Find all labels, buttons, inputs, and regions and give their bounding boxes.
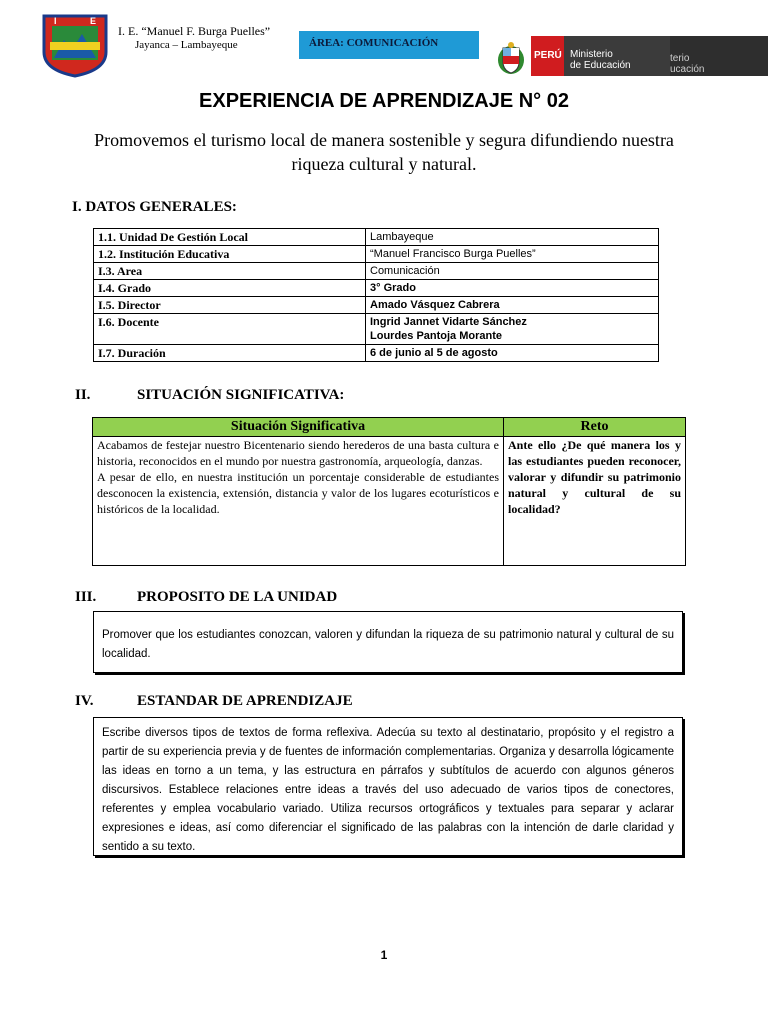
section-number: II. <box>75 387 91 403</box>
row-value: 3° Grado <box>366 280 659 297</box>
section-title: PROPOSITO DE LA UNIDAD <box>137 589 338 605</box>
school-location: Jayanca – Lambayeque <box>135 39 238 51</box>
situacion-paragraph-2: A pesar de ello, en nuestra institución un porcentaje considerable de estudiantes desconocen la existencia, extensión, distancia y valor de los lugares ecoturísticos e históricos de la localidad. <box>97 470 499 516</box>
svg-text:E: E <box>90 16 97 26</box>
row-value: Amado Vásquez Cabrera <box>366 297 659 314</box>
docente-2: Lourdes Pantoja Morante <box>370 330 503 342</box>
situacion-cell <box>93 437 504 566</box>
table-row <box>94 345 659 362</box>
row-label: I.3. Area <box>94 263 366 280</box>
row-value <box>366 314 659 345</box>
row-value: Comunicación <box>366 263 659 280</box>
datos-generales-table <box>93 228 659 362</box>
table-row <box>94 246 659 263</box>
situacion-table <box>92 417 686 566</box>
ministry-line-2: de Educación <box>570 60 631 71</box>
row-label: I.5. Director <box>94 297 366 314</box>
peru-brand-block: PERÚ <box>531 36 564 76</box>
table-row <box>94 263 659 280</box>
table-row <box>94 229 659 246</box>
row-label: 1.2. Institución Educativa <box>94 246 366 263</box>
row-label: I.6. Docente <box>94 314 366 345</box>
ministry-brand-block <box>564 36 670 76</box>
area-label: ÁREA: COMUNICACIÓN <box>299 31 479 59</box>
ministry-tail-1: terio <box>670 53 690 64</box>
table-row <box>94 280 659 297</box>
table-row <box>94 314 659 345</box>
table-row <box>93 437 686 566</box>
school-name: I. E. “Manuel F. Burga Puelles” <box>118 24 271 38</box>
row-label: 1.1. Unidad De Gestión Local <box>94 229 366 246</box>
ministry-tail-2: ucación <box>670 64 705 75</box>
section-number: III. <box>75 589 97 605</box>
ministry-line-1: Ministerio <box>570 49 613 60</box>
estandar-heading <box>75 693 353 710</box>
section-title: SITUACIÓN SIGNIFICATIVA: <box>137 387 345 403</box>
docente-1: Ingrid Jannet Vidarte Sánchez <box>370 316 527 328</box>
row-label: I.7. Duración <box>94 345 366 362</box>
proposito-heading <box>75 589 337 606</box>
page-subtitle: Promovemos el turismo local de manera sostenible y segura difundiendo nuestra riqueza cultural y natural. <box>94 130 674 174</box>
school-crest-logo <box>40 12 110 78</box>
section-title: ESTANDAR DE APRENDIZAJE <box>137 693 353 709</box>
reto-cell: Ante ello ¿De qué manera los y las estudiantes pueden reconocer, valorar y difundir su patrimonio natural y cultural de su localidad? <box>504 437 686 566</box>
ministry-brand-tail <box>670 36 768 76</box>
col-header-situacion: Situación Significativa <box>93 418 504 437</box>
table-header-row <box>93 418 686 437</box>
section-number: IV. <box>75 693 94 709</box>
row-value: 6 de junio al 5 de agosto <box>366 345 659 362</box>
table-row <box>94 297 659 314</box>
svg-text:I: I <box>54 16 57 26</box>
row-label: I.4. Grado <box>94 280 366 297</box>
proposito-text: Promover que los estudiantes conozcan, valoren y difundan la riqueza de su patrimonio natural y cultural de su localidad. <box>93 611 683 673</box>
situacion-paragraph-1: Acabamos de festejar nuestro Bicentenario siendo herederos de una basta cultura e historia, reconocidos en el mundo por nuestra gastronomía, arqueología, danzas. <box>97 438 499 468</box>
page-number: 1 <box>380 948 388 962</box>
page-title: EXPERIENCIA DE APRENDIZAJE N° 02 <box>199 90 569 112</box>
col-header-reto: Reto <box>504 418 686 437</box>
situacion-heading <box>75 387 344 404</box>
estandar-text: Escribe diversos tipos de textos de forma reflexiva. Adecúa su texto al destinatario, propósito y el registro a partir de su experiencia previa y de fuentes de información complementarias. Organiza y desarrolla lógicamente las ideas en torno a un tema, y las estructura en párrafos y subtítulos de acuerdo con algunos géneros discursivos. Establece relaciones entre ideas a través del uso adecuado de varios tipos de conectores, referentes y emplea vocabulario variado. Utiliza recursos ortográficos y textuales para separar y aclarar expresiones e ideas, así como diferenciar el significado de las palabras con la intención de darle claridad y sentido a su texto. <box>93 717 683 856</box>
row-value: “Manuel Francisco Burga Puelles” <box>366 246 659 263</box>
peru-coat-of-arms-icon <box>496 40 526 76</box>
row-value: Lambayeque <box>366 229 659 246</box>
datos-generales-heading: I. DATOS GENERALES: <box>72 199 237 215</box>
